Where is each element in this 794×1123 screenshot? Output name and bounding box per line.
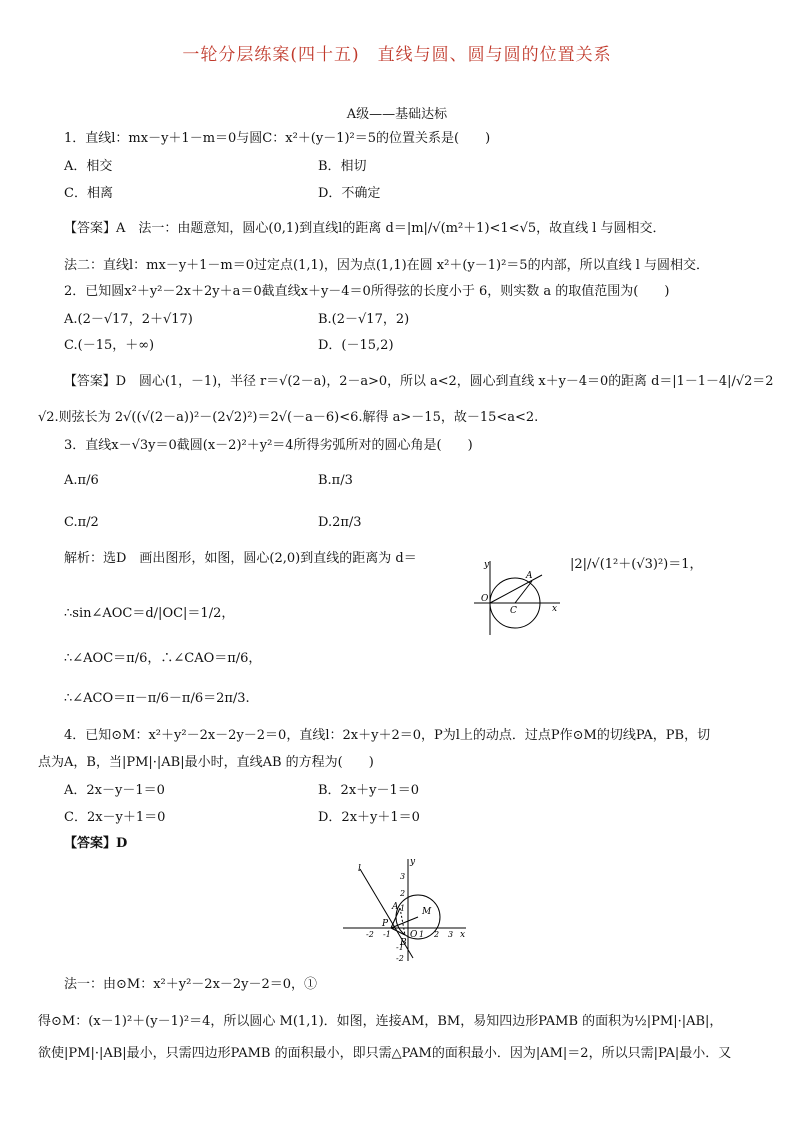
fig1-label-y: y [484,560,490,570]
q1-option-d: D．不确定 [318,186,381,201]
q2-option-b: B.(2－√17，2) [318,312,410,327]
fig2-label-p: P [382,919,389,929]
q1-method-2: 法二：直线l：mx－y＋1－m＝0过定点(1,1)，因为点(1,1)在圆 x²＋(y－1)²＝5的内部，所以直线 l 与圆相交． [64,258,710,273]
fig2-tick-ym2: -2 [396,954,404,963]
q4-option-d: D．2x＋y＋1＝0 [318,810,420,825]
q3-option-b: B.π/3 [318,473,353,488]
page-title: 一轮分层练案(四十五) 直线与圆、圆与圆的位置关系 [182,45,612,65]
q1-answer: 【答案】A 法一：由题意知，圆心(0,1)到直线l的距离 d＝|m|/√(m²＋1)<1<√5，故直线 l 与圆相交． [64,221,666,236]
q4-option-b: B．2x＋y－1＝0 [318,783,420,798]
question-2: 2．已知圆x²＋y²－2x＋2y＋a＝0截直线x＋y－4＝0所得弦的长度小于 6，则实数 a 的取值范围为( ) [64,284,670,299]
circle-chord-figure [470,555,565,640]
q2-option-d: D．(－15,2) [318,338,394,353]
fig2-label-x: x [460,930,466,940]
fig2-tick-xm2: -2 [366,930,374,939]
q3-step-3: ∴∠ACO＝π－π/6－π/6＝2π/3. [64,691,250,706]
q4-option-c: C．2x－y＋1＝0 [64,810,166,825]
fig2-tick-ym1: -1 [396,943,404,952]
fig1-label-c: C [510,606,517,616]
q2-answer: 【答案】D 圆心(1，－1)，半径 r＝√(2－a)，2－a>0，所以 a<2，圆心到直线 x＋y－4＝0的距离 d＝|1－1－4|/√2＝2 [64,374,774,389]
fig2-tick-x2: 2 [434,930,440,939]
fig2-label-y: y [410,857,416,867]
q3-solution: 解析：选D 画出图形，如图，圆心(2,0)到直线的距离为 d＝ [64,551,417,566]
q3-option-a: A.π/6 [64,473,99,488]
fig2-tick-xm1: -1 [383,930,391,939]
q4-option-a: A．2x－y－1＝0 [64,783,165,798]
fig2-tick-x1: 1 [419,930,425,939]
question-4-continued: 点为A，B，当|PM|·|AB|最小时，直线AB 的方程为( ) [38,755,374,770]
q3-option-c: C.π/2 [64,515,99,530]
q2-answer-continued: √2.则弦长为 2√((√(2－a))²－(2√2)²)＝2√(－a－6)<6.解得 a>－15，故－15<a<2. [38,410,539,425]
q1-option-b: B．相切 [318,159,367,174]
fig2-tick-y1: 1 [400,904,406,913]
fig1-label-o: O [481,594,489,604]
fig2-label-m: M [422,907,432,917]
question-4: 4．已知⊙M：x²＋y²－2x－2y－2＝0，直线l：2x＋y＋2＝0，P为l上的动点．过点P作⊙M的切线PA，PB，切 [64,728,711,743]
fig2-label-a: A [392,902,399,912]
q4-answer: 【答案】D [64,836,128,851]
q2-option-a: A.(2－√17，2＋√17) [64,312,193,327]
section-heading: A级——基础达标 [346,107,448,122]
question-3: 3．直线x－√3y＝0截圆(x－2)²＋y²＝4所得劣弧所对的圆心角是( ) [64,438,473,453]
fig2-label-b: B [400,938,407,948]
fig1-label-a: A [526,571,533,581]
fig2-tick-x3: 3 [448,930,454,939]
question-1: 1．直线l：mx－y＋1－m＝0与圆C：x²＋(y－1)²＝5的位置关系是( ) [64,131,491,146]
tangent-circle-figure [338,855,473,965]
fig1-label-x: x [552,604,558,614]
q3-option-d: D.2π/3 [318,515,362,530]
q3-step-1: ∴sin∠AOC＝d/|OC|＝1/2， [64,606,235,621]
q3-distance-formula: |2|/√(1²＋(√3)²)＝1， [570,557,703,572]
q4-method-1-continued: 欲使|PM|·|AB|最小，只需四边形PAMB 的面积最小，即只需△PAM的面积最小．因为|AM|＝2，所以只需|PA|最小．又 [38,1046,732,1061]
fig2-tick-y2: 2 [400,889,406,898]
q4-method-1-step: 得⊙M：(x－1)²＋(y－1)²＝4，所以圆心 M(1,1)．如图，连接AM，BM，易知四边形PAMB 的面积为½|PM|·|AB|， [38,1014,723,1029]
q1-option-a: A．相交 [64,159,113,174]
fig2-label-o: O [410,930,418,940]
q1-option-c: C．相离 [64,186,113,201]
q2-option-c: C.(－15，＋∞) [64,338,155,353]
fig2-label-l: l [358,864,361,874]
fig2-tick-y3: 3 [400,872,406,881]
q3-step-2: ∴∠AOC＝π/6，∴∠CAO＝π/6， [64,651,262,666]
q4-method-1: 法一：由⊙M：x²＋y²－2x－2y－2＝0，① [64,977,318,992]
